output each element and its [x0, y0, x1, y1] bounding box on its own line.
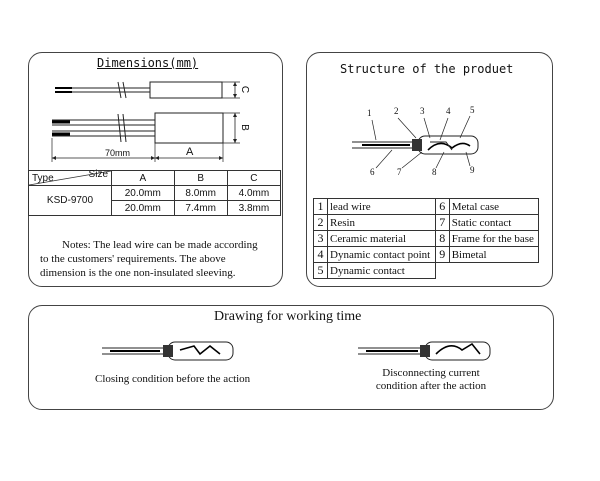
part-name: Resin	[328, 215, 436, 231]
part-name: lead wire	[328, 199, 436, 215]
part-name: Static contact	[449, 215, 538, 231]
callout-3: 3	[420, 106, 425, 116]
dim-label-a: A	[186, 146, 194, 158]
disconnect-label-line: condition after the action	[375, 380, 487, 392]
part-number: 1	[314, 199, 328, 215]
callout-6: 6	[370, 167, 375, 177]
column-header-c: C	[227, 171, 280, 186]
part-number: 9	[435, 247, 449, 263]
table-cell: 8.0mm	[174, 186, 227, 201]
model-cell: KSD-9700	[29, 186, 112, 216]
callout-2: 2	[394, 106, 399, 116]
column-header-a: A	[112, 171, 175, 186]
part-number: 3	[314, 231, 328, 247]
part-name: Dynamic contact point	[328, 247, 436, 263]
part-name: Dynamic contact	[328, 263, 436, 279]
callout-4: 4	[446, 106, 451, 116]
size-header: Size	[88, 169, 108, 180]
table-cell: 20.0mm	[112, 201, 175, 216]
part-name: Ceramic material	[328, 231, 436, 247]
part-number: 5	[314, 263, 328, 279]
part-name: Frame for the base	[449, 231, 538, 247]
disconnect-label-line: Disconnecting current	[382, 367, 480, 379]
table-cell: 7.4mm	[174, 201, 227, 216]
table-cell: 3.8mm	[227, 201, 280, 216]
dim-label-b: B	[238, 124, 250, 131]
notes-line: to the customers' requirements. The above	[40, 253, 226, 265]
part-number: 8	[435, 231, 449, 247]
disconnect-condition-drawing	[358, 342, 490, 360]
dimensions-title: Dimensions(mm)	[97, 56, 199, 70]
table-cell: 20.0mm	[112, 186, 175, 201]
closing-condition-drawing	[102, 342, 233, 360]
table-cell: 4.0mm	[227, 186, 280, 201]
structure-title: Structure of the produet	[340, 62, 514, 76]
column-header-b: B	[174, 171, 227, 186]
type-header: Type	[32, 173, 54, 184]
notes-line: Notes: The lead wire can be made according	[62, 239, 258, 251]
part-number: 6	[435, 199, 449, 215]
part-number: 4	[314, 247, 328, 263]
disconnect-condition-label	[372, 367, 490, 393]
callout-5: 5	[470, 105, 475, 115]
part-name: Metal case	[449, 199, 538, 215]
working-time-title: Drawing for working time	[214, 309, 362, 324]
callout-1: 1	[367, 108, 372, 118]
dim-label-c: C	[239, 85, 251, 94]
part-name: Bimetal	[449, 247, 538, 263]
part-number: 2	[314, 215, 328, 231]
notes-line: dimension is the one non-insulated sleeving.	[40, 267, 236, 279]
dim-label-70mm: 70mm	[105, 148, 131, 158]
part-number: 7	[435, 215, 449, 231]
closing-condition-label: Closing condition before the action	[95, 373, 251, 385]
callout-8: 8	[432, 167, 437, 177]
callout-7: 7	[397, 167, 402, 177]
callout-9: 9	[470, 165, 475, 175]
